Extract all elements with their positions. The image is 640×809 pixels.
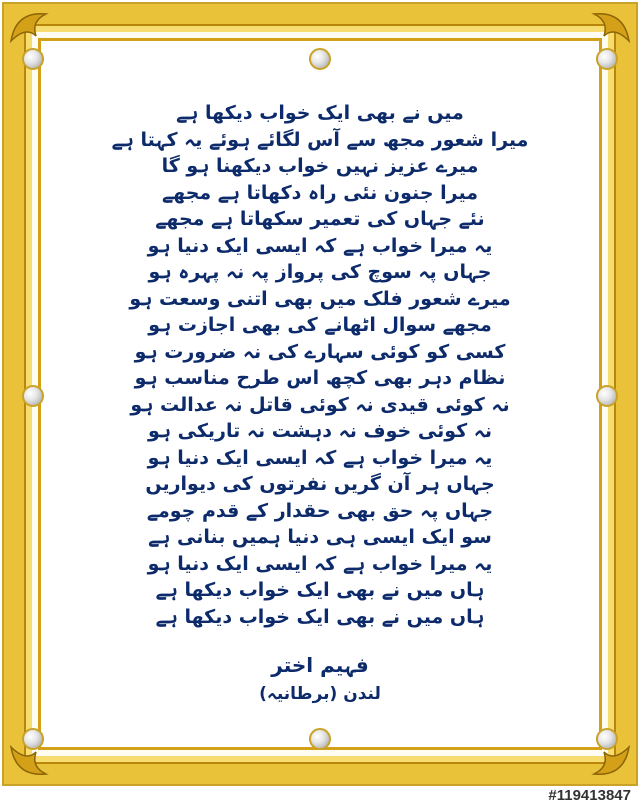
poem-line: ہاں میں نے بھی ایک خواب دیکھا ہے [155,579,485,601]
pearl-gem-icon [22,48,44,70]
corner-ornament-icon [6,6,66,46]
pearl-gem-icon [309,728,331,750]
poem-line: نئے جہاں کی تعمیر سکھاتا ہے مجھے [155,208,485,230]
poem-line: جہاں پہ حق بھی حقدار کے قدم چومے [146,499,494,522]
pearl-gem-icon [22,385,44,407]
pearl-gem-icon [22,728,44,750]
poem-line: کسی کو کوئی سہارے کی نہ ضرورت ہو [134,340,506,363]
poem-line: ہاں میں نے بھی ایک خواب دیکھا ہے [155,605,485,628]
poem-line: میرا شعور مجھ سے آس لگائے ہوئے یہ کہتا ہے [111,128,529,151]
poem-line: میرے عزیز نہیں خواب دیکھنا ہو گا [161,155,479,177]
pearl-gem-icon [596,48,618,70]
stock-image-id: #119413847 [545,786,634,805]
poem-line: مجھے سوال اٹھانے کی بھی اجازت ہو [148,314,492,336]
poem-line: نہ کوئی خوف نہ دہشت نہ تاریکی ہو [147,420,493,442]
poet-location: لندن (برطانیہ) [259,684,381,704]
poem-text [90,100,550,630]
poem-line: سو ایک ایسی ہی دنیا ہمیں بنانی ہے [148,526,492,548]
poet-name: فہیم اختر [271,653,369,677]
pearl-gem-icon [309,48,331,70]
poem-line: میں نے بھی ایک خواب دیکھا ہے [176,102,464,124]
poem-line: میرا جنون نئی راہ دکھاتا ہے مجھے [162,181,478,204]
corner-ornament-icon [574,6,634,46]
poem-line: نہ کوئی قیدی نہ کوئی قاتل نہ عدالت ہو [130,393,510,416]
poem-line: جہاں پہ سوچ کی پرواز پہ نہ پہرہ ہو [148,261,492,283]
poem-line: یہ میرا خواب ہے کہ ایسی ایک دنیا ہو [147,446,493,469]
poem-line: یہ میرا خواب ہے کہ ایسی ایک دنیا ہو [147,552,493,575]
poem-line: یہ میرا خواب ہے کہ ایسی ایک دنیا ہو [147,234,493,257]
poem-line: جہاں ہر آن گریں نفرتوں کی دیواریں [145,473,495,495]
pearl-gem-icon [596,728,618,750]
poem-line: میرے شعور فلک میں بھی اتنی وسعت ہو [129,287,511,310]
pearl-gem-icon [596,385,618,407]
poem-line: نظام دہر بھی کچھ اس طرح مناسب ہو [134,367,506,389]
poet-signature [220,650,420,708]
